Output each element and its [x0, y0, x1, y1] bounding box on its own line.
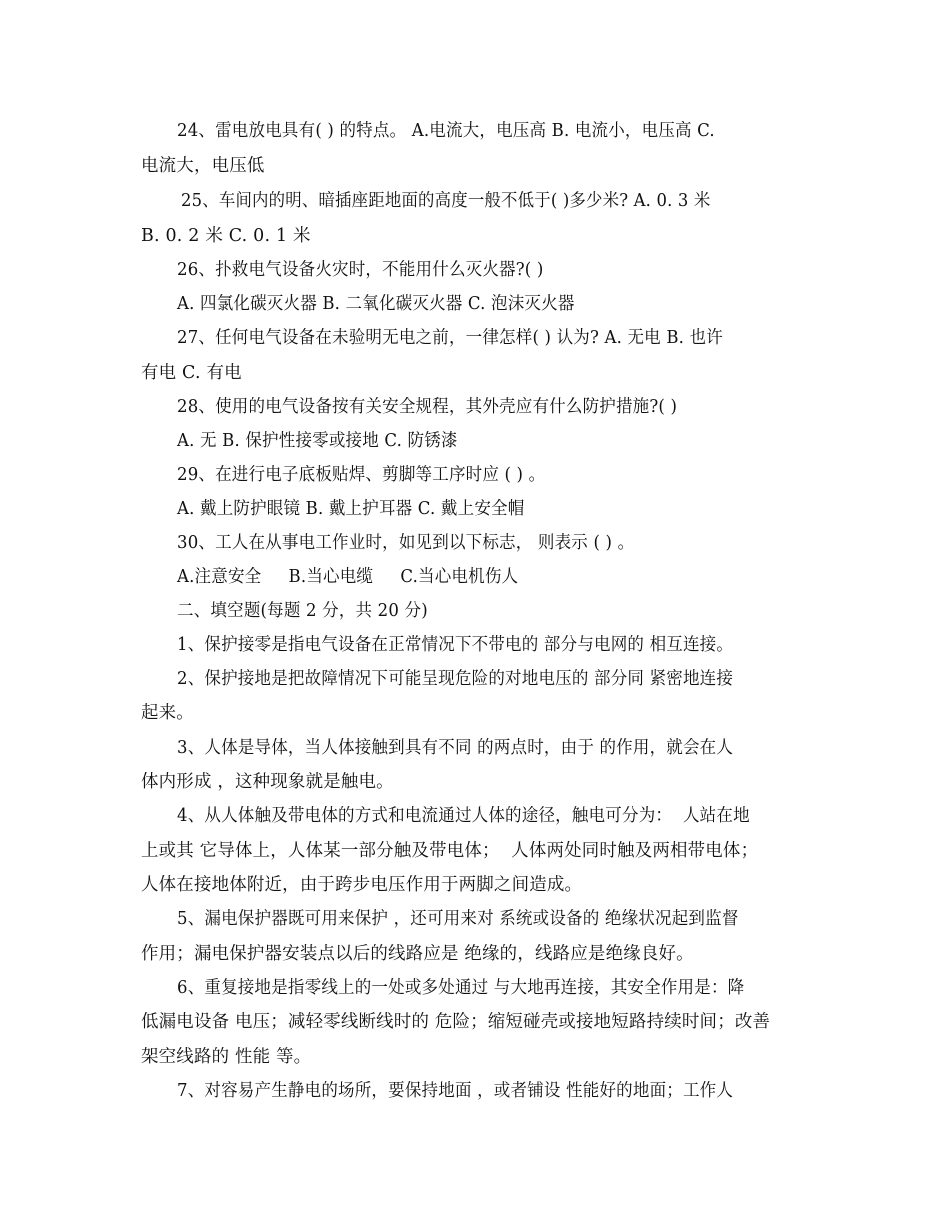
q27-line2: 有电 C. 有电 [141, 363, 242, 383]
q26-options: A. 四氯化碳灭火器 B. 二氧化碳灭火器 C. 泡沫灭火器 [177, 294, 575, 314]
fill-2-line2: 起来。 [141, 703, 194, 723]
q24-line1: 24、雷电放电具有( ) 的特点。 A.电流大，电压高 B. 电流小，电压高 C. [177, 121, 715, 141]
q24-line2: 电流大，电压低 [141, 156, 265, 176]
q30-options: A.注意安全 B.当心电缆 C.当心电机伤人 [177, 567, 519, 587]
q28-options: A. 无 B. 保护性接零或接地 C. 防锈漆 [177, 431, 458, 451]
fill-4-line2: 上或其 它导体上，人体某一部分触及带电体； 人体两处同时触及两相带电体； [141, 841, 759, 861]
fill-6-line1: 6、重复接地是指零线上的一处或多处通过 与大地再连接，其安全作用是：降 [177, 978, 745, 998]
fill-5-line2: 作用；漏电保护器安装点以后的线路应是 绝缘的，线路应是绝缘良好。 [141, 944, 694, 964]
q27-line1: 27、任何电气设备在未验明无电之前，一律怎样( ) 认为? A. 无电 B. 也许 [177, 328, 723, 348]
fill-3-line1: 3、人体是导体，当人体接触到具有不同 的两点时，由于 的作用，就会在人 [177, 738, 734, 758]
section-heading-fill-in: 二、填空题(每题 2 分，共 20 分) [177, 601, 428, 621]
q26-question: 26、扑救电气设备火灾时，不能用什么灭火器?( ) [177, 260, 544, 280]
q25-line1: 25、车间内的明、暗插座距地面的高度一般不低于( )多少米? A. 0. 3 米 [181, 191, 711, 211]
fill-1: 1、保护接零是指电气设备在正常情况下不带电的 部分与电网的 相互连接。 [177, 635, 734, 655]
fill-6-line3: 架空线路的 性能 等。 [141, 1047, 312, 1067]
q25-line2: B. 0. 2 米 C. 0. 1 米 [141, 226, 311, 246]
fill-4-line3: 人体在接地体附近，由于跨步电压作用于两脚之间造成。 [141, 875, 583, 895]
q29-question: 29、在进行电子底板贴焊、剪脚等工序时应 ( ) 。 [177, 465, 546, 485]
fill-3-line2: 体内形成 ，这种现象就是触电。 [141, 772, 394, 792]
fill-5-line1: 5、漏电保护器既可用来保护 ，还可用来对 系统或设备的 绝缘状况起到监督 [177, 909, 739, 929]
fill-2-line1: 2、保护接地是把故障情况下可能呈现危险的对地电压的 部分同 紧密地连接 [177, 669, 734, 689]
q28-question: 28、使用的电气设备按有关安全规程，其外壳应有什么防护措施?( ) [177, 397, 678, 417]
fill-6-line2: 低漏电设备 电压；减轻零线断线时的 危险；缩短碰壳或接地短路持续时间；改善 [141, 1012, 771, 1032]
fill-4-line1: 4、从人体触及带电体的方式和电流通过人体的途径，触电可分为： 人站在地 [177, 806, 750, 826]
q30-question: 30、工人在从事电工作业时，如见到以下标志， 则表示 ( ) 。 [177, 533, 635, 553]
q29-options: A. 戴上防护眼镜 B. 戴上护耳器 C. 戴上安全帽 [177, 499, 525, 519]
fill-7-line1: 7、对容易产生静电的场所，要保持地面 ，或者铺设 性能好的地面；工作人 [177, 1081, 734, 1101]
